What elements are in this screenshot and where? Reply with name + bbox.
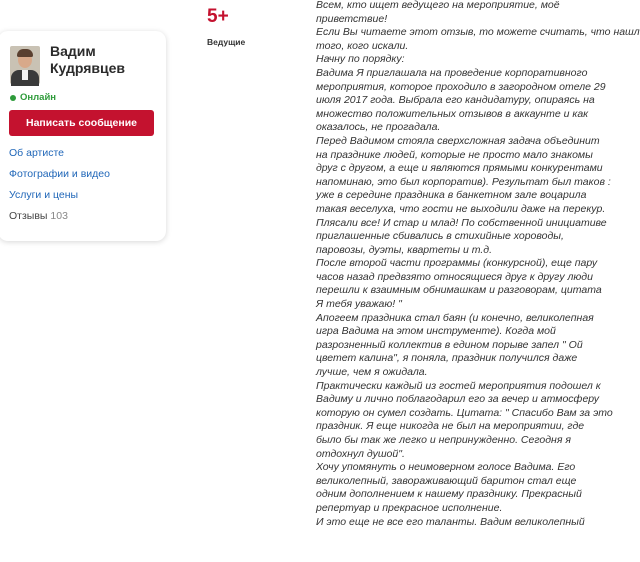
review-line: уже в середине праздника в банкетном зале воцарила	[316, 189, 587, 202]
review-line: После второй части программы (конкурсной), еще пару	[316, 257, 598, 270]
review-line: напоминаю, это был корпоратив). Результат был таков :	[316, 175, 611, 188]
review-line: Вадима Я приглашала на проведение корпоративного	[316, 66, 588, 79]
avatar[interactable]	[10, 46, 40, 84]
reviews-label: Отзывы	[9, 210, 48, 222]
review-line: И это еще не все его таланты. Вадим великолепный	[316, 515, 585, 528]
review-line: разрозненный коллектив в едином порыве запел " Ой	[316, 338, 583, 351]
review-line: репертуар и прекрасное исполнение.	[316, 501, 503, 514]
review-line: игра Вадима на этом инструменте). Когда мой	[316, 325, 556, 338]
review-line: мероприятия, которое проходило в загородном отеле 29	[316, 80, 606, 93]
online-status-label: Онлайн	[20, 92, 57, 103]
menu-item-media[interactable]: Фотографии и видео	[9, 168, 110, 180]
review-line: лучше, чем я ожидала.	[316, 366, 428, 379]
review-line: того, кого искали.	[316, 39, 409, 52]
review-line: часов назад предвзято относящиеся друг к другу люди	[316, 270, 593, 283]
review-line: праздник. Я еще никогда не был на мероприятии, где	[316, 420, 585, 433]
review-line: июля 2017 года. Выбрала его кандидатуру, опираясь на	[316, 94, 595, 107]
online-dot-icon	[10, 95, 16, 101]
reviews-count: 103	[50, 210, 68, 222]
review-line: великолепный, завораживающий баритон стал еще	[316, 474, 577, 487]
experience-label: Ведущие	[207, 37, 246, 47]
review-line: цветет калина", я поняла, праздник получился даже	[316, 352, 578, 365]
avatar-shirt	[22, 70, 28, 80]
review-line: Хочу упомянуть о неимоверном голосе Вадима. Его	[316, 461, 576, 474]
review-line: оказалось, не прогадала.	[316, 121, 441, 134]
review-line: множество положительных отзывов в аккаунте и как	[316, 107, 589, 120]
review-line: Начну по порядку:	[316, 53, 405, 66]
review-line: которую он сумел создать. Цитата: " Спасибо Вам за это	[316, 406, 613, 419]
review-line: Если Вы читаете этот отзыв, то можете считать, что нашл	[316, 26, 640, 39]
review-line: перешли к взаимным обнимашкам и разговорам, цитата	[316, 284, 602, 297]
review-line: приглашенные сбивались в стихийные хороводы,	[316, 230, 564, 243]
review-line: Всем, кто ищет ведущего на мероприятие, моё	[316, 0, 560, 11]
review-line: приветствие!	[316, 12, 388, 25]
review-line: Практически каждый из гостей мероприятия подошел к	[316, 379, 601, 392]
artist-menu	[9, 143, 110, 227]
review-text	[316, 0, 640, 529]
review-line: Плясали все! И стар и млад! По собственной инициативе	[316, 216, 607, 229]
artist-last-name: Кудрявцев	[50, 60, 126, 76]
menu-item-about[interactable]: Об артисте	[9, 147, 65, 159]
menu-item-reviews[interactable]	[9, 206, 110, 227]
artist-name	[50, 43, 160, 77]
review-line: Апогеем праздника стал баян (и конечно, великолепная	[316, 311, 594, 324]
artist-profile-card	[0, 31, 166, 241]
review-line: Вадиму и лично поблагодарил его за вечер и атмосферу	[316, 393, 600, 406]
review-line: на празднике людей, которые не просто мало знакомы	[316, 148, 593, 161]
review-line: отдохнул душой".	[316, 447, 405, 460]
review-line: одним дополнением к нашему празднику. Прекрасный	[316, 488, 582, 501]
experience-value: 5+	[207, 6, 229, 27]
review-line: было бы так же легко и непринужденно. Сегодня я	[316, 434, 571, 446]
artist-first-name: Вадим	[50, 43, 96, 59]
review-line: Перед Вадимом стояла сверхсложная задача объединит	[316, 134, 600, 147]
menu-item-services[interactable]: Услуги и цены	[9, 189, 79, 201]
online-status	[10, 92, 56, 103]
avatar-hair	[17, 49, 33, 57]
review-line: такая веселуха, что гости не выходили даже на перекур.	[316, 202, 606, 215]
review-line: паровозы, дуэты, квартеты и т.д.	[316, 243, 493, 256]
send-message-button[interactable]: Написать сообщение	[9, 110, 154, 136]
review-line: Я тебя уважаю! "	[316, 298, 402, 311]
review-line: друг с другом, а еще и являются прямыми конкурентами	[316, 162, 603, 175]
